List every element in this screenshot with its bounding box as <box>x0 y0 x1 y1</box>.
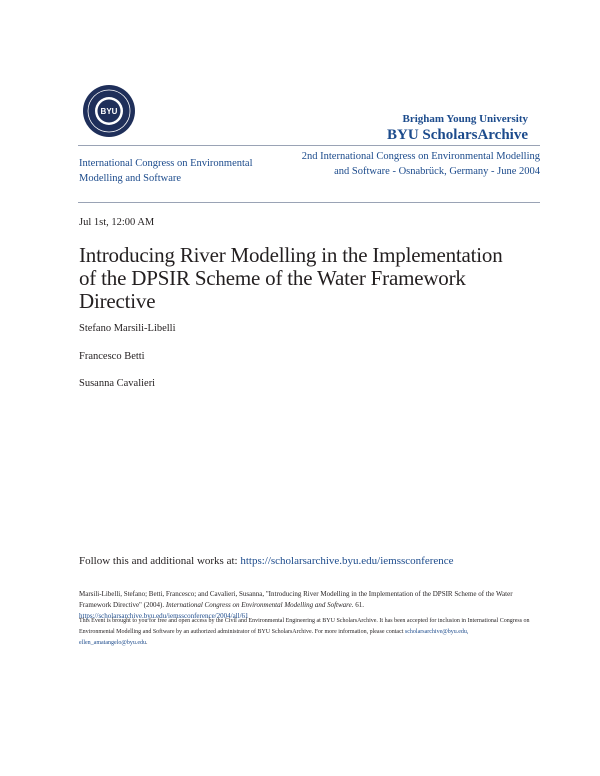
follow-line <box>79 555 454 567</box>
paper-title: Introducing River Modelling in the Implementation of the DPSIR Scheme of the Water Framework Directive <box>79 243 503 313</box>
author-1: Stefano Marsili-Libelli <box>79 323 176 334</box>
citation-link[interactable]: https://scholarsarchive.byu.edu/iemssconference/2004/all/61 <box>79 612 249 620</box>
institution-header <box>387 113 528 144</box>
header-rule-top <box>78 145 540 146</box>
follow-link[interactable]: https://scholarsarchive.byu.edu/iemssconference <box>240 555 454 567</box>
notice-block <box>79 616 534 649</box>
header-rule-bottom <box>78 202 540 203</box>
series-left-link[interactable]: International Congress on Environmental Modelling and Software <box>79 158 253 184</box>
author-3: Susanna Cavalieri <box>79 378 156 389</box>
series-right-link[interactable]: 2nd International Congress on Environmental Modelling and Software - Osnabrück, Germany - June 2004 <box>301 151 540 177</box>
citation-text: Marsili-Libelli, Stefano; Betti, Francesco; and Cavalieri, Susanna, "Introducing River Modelling in the Implementation of the DPSIR Scheme of the Water Framework Directive" (2004). <box>79 590 513 609</box>
archive-name[interactable]: BYU ScholarsArchive <box>387 127 528 143</box>
seal-text: BYU <box>100 107 118 116</box>
notice-end: . <box>146 640 148 646</box>
author-2: Francesco Betti <box>79 351 145 362</box>
citation-suffix: . 61. <box>351 601 364 609</box>
follow-label: Follow this and additional works at: <box>79 555 241 567</box>
citation-journal: International Congress on Environmental Modelling and Software <box>165 601 352 609</box>
event-date: Jul 1st, 12:00 AM <box>79 217 155 228</box>
notice-text: This Event is brought to you for free and open access by the Civil and Environmental Engineering at BYU ScholarsArchive. It has been accepted for inclusion in International Congress on Environmental Modelling and Software by an authorized administrator of BYU ScholarsArchive. For more information, please contact <box>79 618 530 635</box>
byu-seal-logo <box>82 84 136 138</box>
institution-name[interactable]: Brigham Young University <box>402 113 528 125</box>
contact-email-link[interactable]: scholarsarchive@byu.edu, ellen_amatangelo@byu.edu <box>79 629 469 646</box>
